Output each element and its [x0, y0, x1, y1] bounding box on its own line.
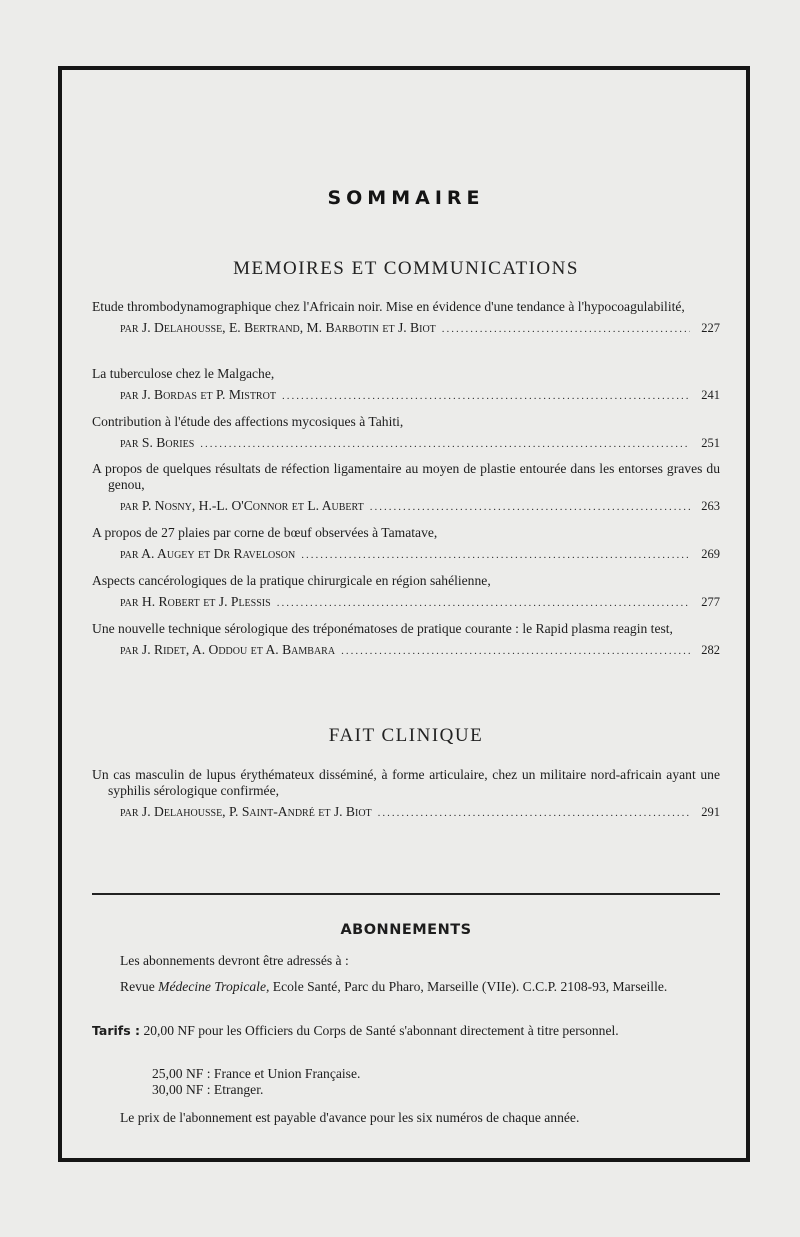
entry-title: Contribution à l'étude des affections mycosiques à Tahiti, [92, 414, 404, 429]
entry-title: A propos de quelques résultats de réfection ligamentaire au moyen de plastie entourée dans les entorses graves du genou, [92, 461, 720, 492]
section-title-fait-clinique: FAIT CLINIQUE [328, 725, 484, 746]
toc-entry [92, 366, 720, 404]
section-divider [92, 893, 720, 895]
entry-title: Une nouvelle technique sérologique des tréponématoses de pratique courante : le Rapid plasma reagin test, [92, 621, 673, 636]
leader-dots [378, 805, 690, 821]
toc-entry [92, 767, 720, 821]
leader-dots [282, 388, 690, 404]
entry-authors: par J. Delahousse, E. Bertrand, M. Barbotin et J. Biot [120, 320, 436, 335]
tarif-1-text: pour les Officiers du Corps de Santé s'abonnant directement à titre personnel. [198, 1023, 619, 1038]
leader-dots [277, 595, 690, 611]
entry-authors: par A. Augey et Dr Raveloson [120, 546, 296, 561]
toc-entry [92, 621, 720, 659]
entry-title: La tuberculose chez le Malgache, [92, 366, 275, 381]
tarifs-label: Tarifs : [92, 1023, 141, 1038]
entry-page: 251 [701, 436, 720, 450]
abonnements-closing: Le prix de l'abonnement est payable d'avance pour les six numéros de chaque année. [120, 1110, 580, 1125]
address-prefix: Revue [120, 979, 155, 994]
leader-dots [200, 436, 690, 452]
entry-title: A propos de 27 plaies par corne de bœuf observées à Tamatave, [92, 525, 438, 540]
toc-entry [92, 525, 720, 563]
tarif-1-price: 20,00 NF [143, 1023, 195, 1038]
entry-authors: par J. Bordas et P. Mistrot [120, 387, 276, 402]
address-rest: Ecole Santé, Parc du Pharo, Marseille (VIIe). C.C.P. 2108-93, Marseille. [272, 979, 668, 994]
tarifs [92, 1023, 720, 1039]
entry-page: 263 [701, 499, 720, 513]
entry-page: 277 [701, 595, 720, 609]
journal-name: Médecine Tropicale, [158, 979, 270, 994]
entry-page: 227 [701, 321, 720, 335]
entry-authors: par S. Bories [120, 435, 195, 450]
toc-entry [92, 461, 720, 515]
section-title-memoires: MEMOIRES ET COMMUNICATIONS [233, 258, 579, 279]
leader-dots [370, 499, 690, 515]
toc-entry [92, 299, 720, 337]
abonnements-intro: Les abonnements devront être adressés à : [120, 953, 349, 968]
entry-authors: par H. Robert et J. Plessis [120, 594, 271, 609]
entry-page: 241 [701, 388, 720, 402]
leader-dots [301, 547, 690, 563]
toc-entry [92, 573, 720, 611]
entry-authors: par J. Ridet, A. Oddou et A. Bambara [120, 642, 336, 657]
abonnements-heading: ABONNEMENTS [340, 922, 472, 938]
entry-title: Un cas masculin de lupus érythémateux disséminé, à forme articulaire, chez un militaire nord-africain ayant une syphilis sérologique confirmée, [92, 767, 720, 798]
page-frame [58, 66, 750, 1162]
abonnements-address [92, 979, 720, 995]
entry-authors: par P. Nosny, H.-L. O'Connor et L. Aubert [120, 498, 364, 513]
leader-dots [341, 643, 690, 659]
tarif-2: 25,00 NF : France et Union Française. [152, 1066, 361, 1081]
entry-page: 282 [701, 643, 720, 657]
entry-page: 291 [701, 805, 720, 819]
tarifs-other [92, 1066, 720, 1098]
toc-entry [92, 414, 720, 452]
entry-authors: par J. Delahousse, P. Saint-André et J. Biot [120, 804, 372, 819]
tarif-3: 30,00 NF : Etranger. [152, 1082, 264, 1097]
page-title: SOMMAIRE [327, 187, 485, 209]
entry-page: 269 [701, 547, 720, 561]
entry-title: Etude thrombodynamographique chez l'Africain noir. Mise en évidence d'une tendance à l'hypocoagulabilité, [92, 299, 685, 314]
entry-title: Aspects cancérologiques de la pratique chirurgicale en région sahélienne, [92, 573, 491, 588]
leader-dots [442, 321, 690, 337]
